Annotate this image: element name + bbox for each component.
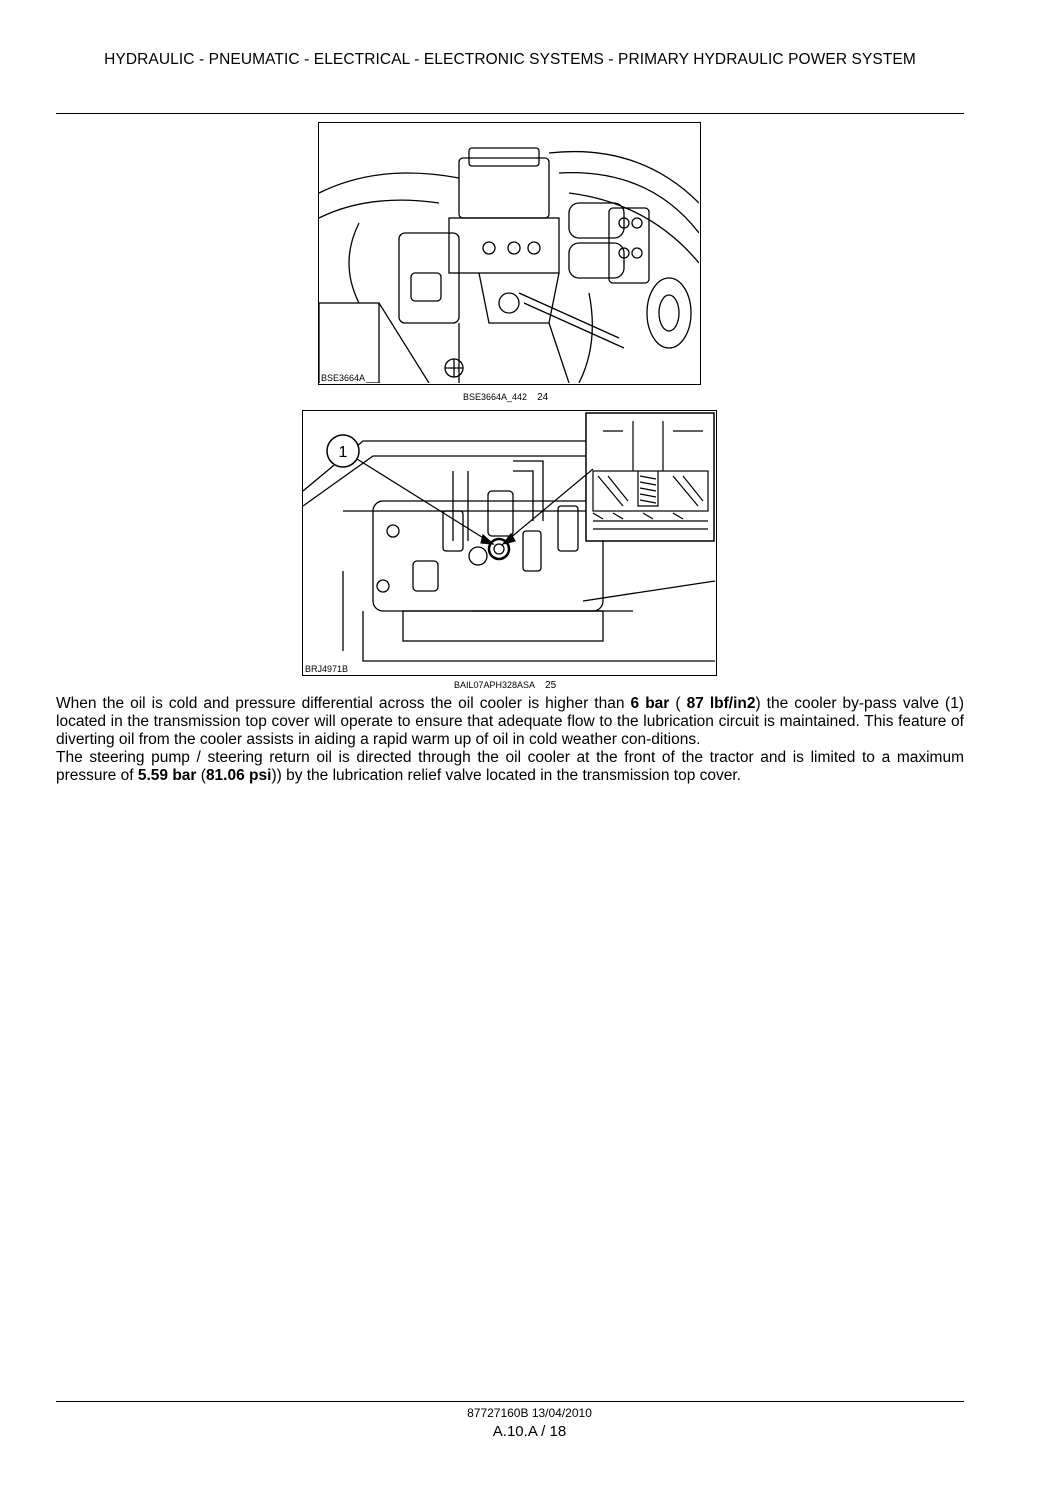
figure-24-illustration [318,122,701,385]
page-header-title: HYDRAULIC - PNEUMATIC - ELECTRICAL - ELECTRONIC SYSTEMS - PRIMARY HYDRAULIC POWER SYSTEM [104,51,916,68]
figure-25-caption-code: BAIL07APH328ASA [454,680,536,690]
paragraph-steering-return [56,749,964,785]
footer-page-number: A.10.A / 18 [492,1423,567,1440]
figure-24-caption-number: 24 [537,392,549,403]
figure-25-illustration [302,410,717,676]
figure-25-tag: BRJ4971B [305,664,349,674]
p2-bold-psi: 81.06 psi [205,767,272,784]
p2-text-1: The steering pump / steering return oil is directed through the oil cooler at the front of the tractor and is limited to a maximum pressure of [56,749,964,784]
p1-text-2: ( [669,695,687,712]
figure-24-caption-code: BSE3664A_442 [463,392,528,402]
figure-25-caption-number: 25 [545,680,557,691]
p2-text-3: )) by the lubrication relief valve located in the transmission top cover. [271,767,741,784]
p1-bold-lbf: 87 lbf/in2 [686,695,756,712]
hydraulic-valve-block-drawing [319,123,699,383]
footer-rule [56,1401,964,1402]
callout-1-label: 1 [338,444,348,461]
footer-document-code: 87727160B 13/04/2010 [467,1406,592,1420]
p1-text-3: ) the cooler by-pass valve (1) located in the transmission top cover will operate to ensure that adequate flow to the lubrication circuit is maintained. This feature of diverting oil from the cooler assists in aiding a rapid warm up of oil in cold weather con-ditions. [56,695,965,748]
figure-25-caption [454,680,556,691]
transmission-top-cover-drawing [303,411,715,674]
figure-24-caption [463,392,548,403]
header-rule [56,113,964,114]
p1-bold-bar: 6 bar [630,695,670,712]
p1-text-1: When the oil is cold and pressure differential across the oil cooler is higher than [56,695,631,712]
figure-24-tag: BSE3664A [321,373,366,383]
paragraph-cooler-bypass [56,695,964,749]
p2-bold-bar: 5.59 bar [137,767,197,784]
p2-text-2: ( [196,767,206,784]
body-text [56,695,964,785]
